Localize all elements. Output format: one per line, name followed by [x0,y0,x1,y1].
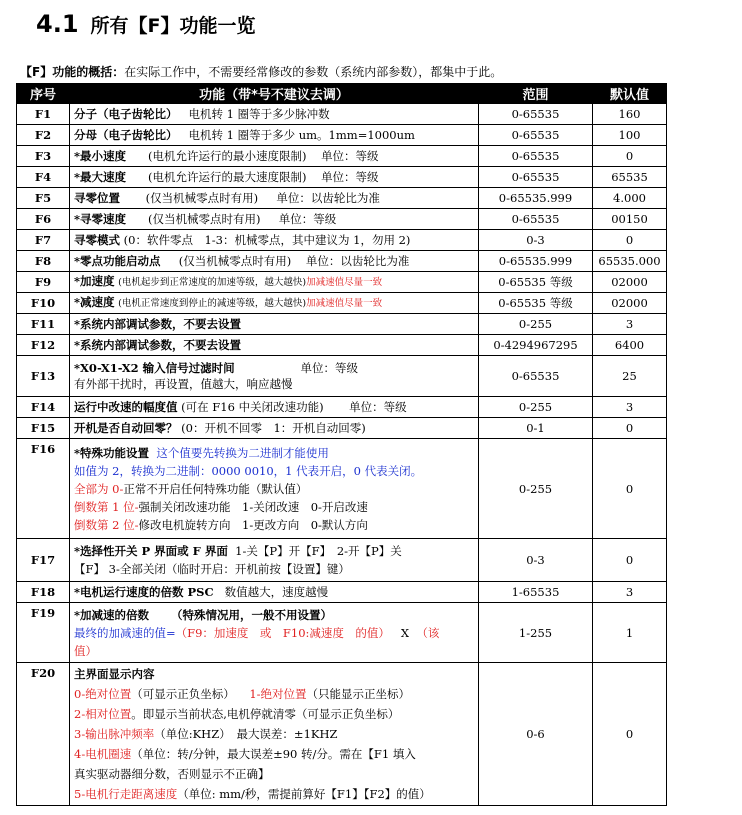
param-note: 加减速值尽量一致 [306,298,383,309]
row-range: 0-65535 [479,167,593,188]
param-name: *最小速度 [74,149,127,163]
row-id: F12 [17,335,70,356]
param-name: 分子（电子齿轮比） [74,107,178,121]
row-id: F2 [17,125,70,146]
param-name: 开机是否自动回零？ [74,421,178,435]
row-default: 65535 [593,167,667,188]
param-desc: (仅当机械零点时有用) [145,191,259,205]
table-row-f10 [17,293,667,314]
option-text: 修改电机旋转方向 1-更改方向 0-默认方向 [138,517,368,532]
row-id: F8 [17,251,70,272]
row-id: F16 [17,439,70,539]
param-desc: (0：软件零点 1-3：机械零点，其中建议为 1，勿用 2) [123,233,411,247]
row-function [70,230,479,251]
formula-operator: X [400,625,410,640]
param-desc: (电机起步到正常速度的加速等级，越大越快) [118,277,307,288]
param-note: 加减速值尽量一致 [306,277,383,288]
table-row-f11 [17,314,667,335]
row-range: 0-65535 等级 [479,293,593,314]
section-title: 所有【F】功能一览 [90,15,256,37]
param-note: 有外部干扰时，再设置，值越大，响应越慢 [74,377,293,391]
param-desc: 电机转 1 圈等于多少脉冲数 [188,107,330,121]
row-function [70,397,479,418]
row-range: 0-3 [479,539,593,582]
param-desc: (仅当机械零点时有用) [147,212,261,226]
row-range: 0-65535.999 [479,188,593,209]
row-default: 3 [593,314,667,335]
param-name: *寻零速度 [74,212,127,226]
row-function [70,335,479,356]
row-default: 6400 [593,335,667,356]
param-name: *系统内部调试参数，不要去设置 [74,317,242,331]
param-unit: 单位：以齿轮比为准 [305,254,410,268]
row-range: 0-3 [479,230,593,251]
display-option-note: （只能显示正坐标） [306,687,411,701]
row-range: 0-4294967295 [479,335,593,356]
param-name: 寻零模式 [74,233,120,247]
table-row-f12 [17,335,667,356]
param-name: *加减速的倍数 [74,607,150,622]
param-unit: 单位：等级 [300,361,358,375]
row-function [70,146,479,167]
row-default: 100 [593,125,667,146]
param-name: *最大速度 [74,170,127,184]
param-name: 运行中改速的幅度值 [74,400,178,414]
row-default: 160 [593,104,667,125]
table-row-f9 [17,272,667,293]
header-default: 默认值 [593,84,667,104]
row-function [70,209,479,230]
section-heading [36,10,256,40]
display-option-note: （可显示正负坐标） [131,687,235,701]
param-name: *电机运行速度的倍数 PSC [74,585,214,599]
option-text: 强制关闭改速功能 1-关闭改速 0-开启改速 [138,499,368,514]
row-range: 0-65535 [479,209,593,230]
summary-label: 【F】功能的概括： [20,65,125,79]
row-range: 1-65535 [479,582,593,603]
display-option: 2-相对位置 [74,707,132,721]
param-name: *X0-X1-X2 输入信号过滤时间 [74,361,235,375]
row-default: 3 [593,397,667,418]
row-function [70,251,479,272]
param-unit: 单位：以齿轮比为准 [276,191,380,205]
table-row-f6 [17,209,667,230]
header-function: 功能（带*号不建议去调） [70,84,479,104]
row-function [70,603,479,663]
param-name: 分母（电子齿轮比） [74,128,178,142]
row-default: 4.000 [593,188,667,209]
param-name: 寻零位置 [74,191,120,205]
table-row-f15 [17,418,667,439]
row-default: 65535.000 [593,251,667,272]
row-function [70,418,479,439]
row-default: 0 [593,146,667,167]
param-unit: 单位：等级 [349,400,407,414]
row-id: F10 [17,293,70,314]
summary-text: 在实际工作中，不需要经常修改的参数（系统内部参数），都集中于此。 [124,65,503,79]
display-option: 0-绝对位置 [74,687,132,701]
row-id: F1 [17,104,70,125]
formula-factor-end: 值） [74,643,97,658]
display-option-note: 真实驱动器细分数，否则显示不正确】 [74,767,270,781]
f-function-table [16,83,667,806]
row-id: F19 [17,603,70,663]
formula-factor: （该 [416,625,440,640]
param-name: *零点功能启动点 [74,254,161,268]
row-range: 0-6 [479,663,593,806]
display-option: 4-电机圈速 [74,747,132,761]
display-option-note: 。即显示当前状态,电机停就清零（可显示正负坐标） [131,707,400,721]
row-range: 0-65535 [479,146,593,167]
param-name: *加速度 [74,274,115,288]
row-range: 0-255 [479,314,593,335]
display-option-note: （单位: mm/秒，需提前算好【F1】【F2】的值） [177,787,431,801]
display-option: 3-输出脉冲频率 [74,727,155,741]
row-default: 0 [593,663,667,806]
row-id: F3 [17,146,70,167]
formula-value: （F9：加速度 或 F10:减速度 的值） [175,625,390,640]
param-desc: (可在 F16 中关闭改速功能) [181,400,324,414]
table-row-f20 [17,663,667,806]
summary-line [20,63,502,80]
param-desc: (0：开机不回零 1：开机自动回零) [181,421,366,435]
header-id: 序号 [17,84,70,104]
param-unit: 单位：等级 [321,149,379,163]
row-function [70,104,479,125]
row-function [70,167,479,188]
param-desc: (仅当机械零点时有用) [178,254,292,268]
param-name: *选择性开关 P 界面或 F 界面 [74,544,228,558]
table-row-f8 [17,251,667,272]
row-function [70,439,479,539]
param-desc: 数值越大，速度越慢 [224,585,329,599]
table-row-f1 [17,104,667,125]
table-row-f14 [17,397,667,418]
param-unit: 单位：等级 [321,170,379,184]
row-default: 0 [593,418,667,439]
row-range: 0-65535.999 [479,251,593,272]
row-default: 00150 [593,209,667,230]
row-function [70,663,479,806]
row-function [70,539,479,582]
row-range: 0-65535 等级 [479,272,593,293]
display-option: 1-绝对位置 [249,687,307,701]
display-option: 5-电机行走距离速度 [74,787,178,801]
table-row-f13 [17,356,667,397]
row-id: F13 [17,356,70,397]
table-row-f7 [17,230,667,251]
row-function [70,314,479,335]
row-function [70,582,479,603]
table-row-f4 [17,167,667,188]
param-desc: 电机转 1 圈等于多少 um。1mm=1000um [188,128,415,142]
row-default: 02000 [593,293,667,314]
table-row-f3 [17,146,667,167]
option-label: 倒数第 2 位- [74,517,139,532]
table-row-f19 [17,603,667,663]
row-default: 3 [593,582,667,603]
param-desc: (电机正常速度到停止的减速等级，越大越快) [118,298,307,309]
row-id: F9 [17,272,70,293]
param-desc: (电机允许运行的最小速度限制) [147,149,307,163]
table-row-f18 [17,582,667,603]
display-option-note: （单位：转/分钟，最大误差±90 转/分。需在【F1 填入 [131,747,416,761]
row-id: F15 [17,418,70,439]
option-label: 全部为 0- [74,481,124,496]
row-id: F6 [17,209,70,230]
display-option-note: （单位:KHZ） 最大误差：±1KHZ [154,727,338,741]
row-range: 0-1 [479,418,593,439]
param-name: *系统内部调试参数，不要去设置 [74,338,242,352]
row-range: 0-255 [479,397,593,418]
row-id: F7 [17,230,70,251]
table-header-row [17,84,667,104]
row-default: 0 [593,439,667,539]
param-name: *特殊功能设置 [74,445,150,460]
row-default: 25 [593,356,667,397]
row-range: 0-255 [479,439,593,539]
row-id: F20 [17,663,70,806]
row-range: 0-65535 [479,125,593,146]
row-default: 0 [593,539,667,582]
table-row-f16 [17,439,667,539]
param-name: *减速度 [74,295,115,309]
row-id: F17 [17,539,70,582]
param-note: （特殊情况用，一般不用设置） [170,607,332,622]
row-default: 1 [593,603,667,663]
param-unit: 单位：等级 [278,212,337,226]
param-name: 主界面显示内容 [74,667,155,681]
row-default: 0 [593,230,667,251]
row-function [70,272,479,293]
param-desc: (电机允许运行的最大速度限制) [147,170,307,184]
section-number: 4.1 [36,10,79,38]
row-function [70,356,479,397]
row-id: F18 [17,582,70,603]
row-range: 0-65535 [479,104,593,125]
binary-example: 如值为 2，转换为二进制：0000 0010，1 代表开启，0 代表关闭。 [74,463,423,478]
option-text: 1-关【P】开【F】 2-开【P】关 [235,544,402,558]
row-range: 1-255 [479,603,593,663]
header-range: 范围 [479,84,593,104]
row-id: F5 [17,188,70,209]
row-id: F4 [17,167,70,188]
row-id: F11 [17,314,70,335]
row-default: 02000 [593,272,667,293]
row-range: 0-65535 [479,356,593,397]
option-text: 正常不开启任何特殊功能（默认值） [123,481,308,496]
table-row-f5 [17,188,667,209]
table-row-f17 [17,539,667,582]
row-id: F14 [17,397,70,418]
param-hint: 这个值要先转换为二进制才能使用 [156,445,329,460]
row-function [70,188,479,209]
option-text: 【F】 3-全部关闭（临时开启：开机前按【设置】键） [74,562,350,576]
row-function [70,125,479,146]
formula-label: 最终的加减速的值= [74,625,176,640]
row-function [70,293,479,314]
option-label: 倒数第 1 位- [74,499,139,514]
table-row-f2 [17,125,667,146]
